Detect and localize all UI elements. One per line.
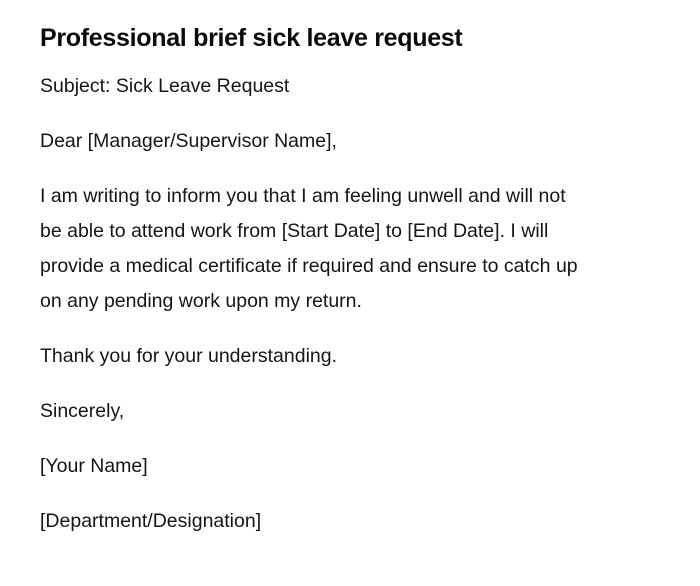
thanks-line: Thank you for your understanding. bbox=[40, 345, 338, 367]
page-title: Professional brief sick leave request bbox=[40, 24, 463, 52]
signature-department: [Department/Designation] bbox=[40, 510, 262, 532]
signature-name: [Your Name] bbox=[40, 455, 148, 477]
subject-line: Subject: Sick Leave Request bbox=[40, 75, 290, 97]
closing-line: Sincerely, bbox=[40, 400, 125, 422]
body-line-1: I am writing to inform you that I am feeling unwell and will not bbox=[40, 185, 566, 207]
salutation: Dear [Manager/Supervisor Name], bbox=[40, 130, 337, 152]
body-line-4: on any pending work upon my return. bbox=[40, 290, 362, 312]
body-line-3: provide a medical certificate if required and ensure to catch up bbox=[40, 255, 578, 277]
body-line-2: be able to attend work from [Start Date] to [End Date]. I will bbox=[40, 220, 549, 242]
